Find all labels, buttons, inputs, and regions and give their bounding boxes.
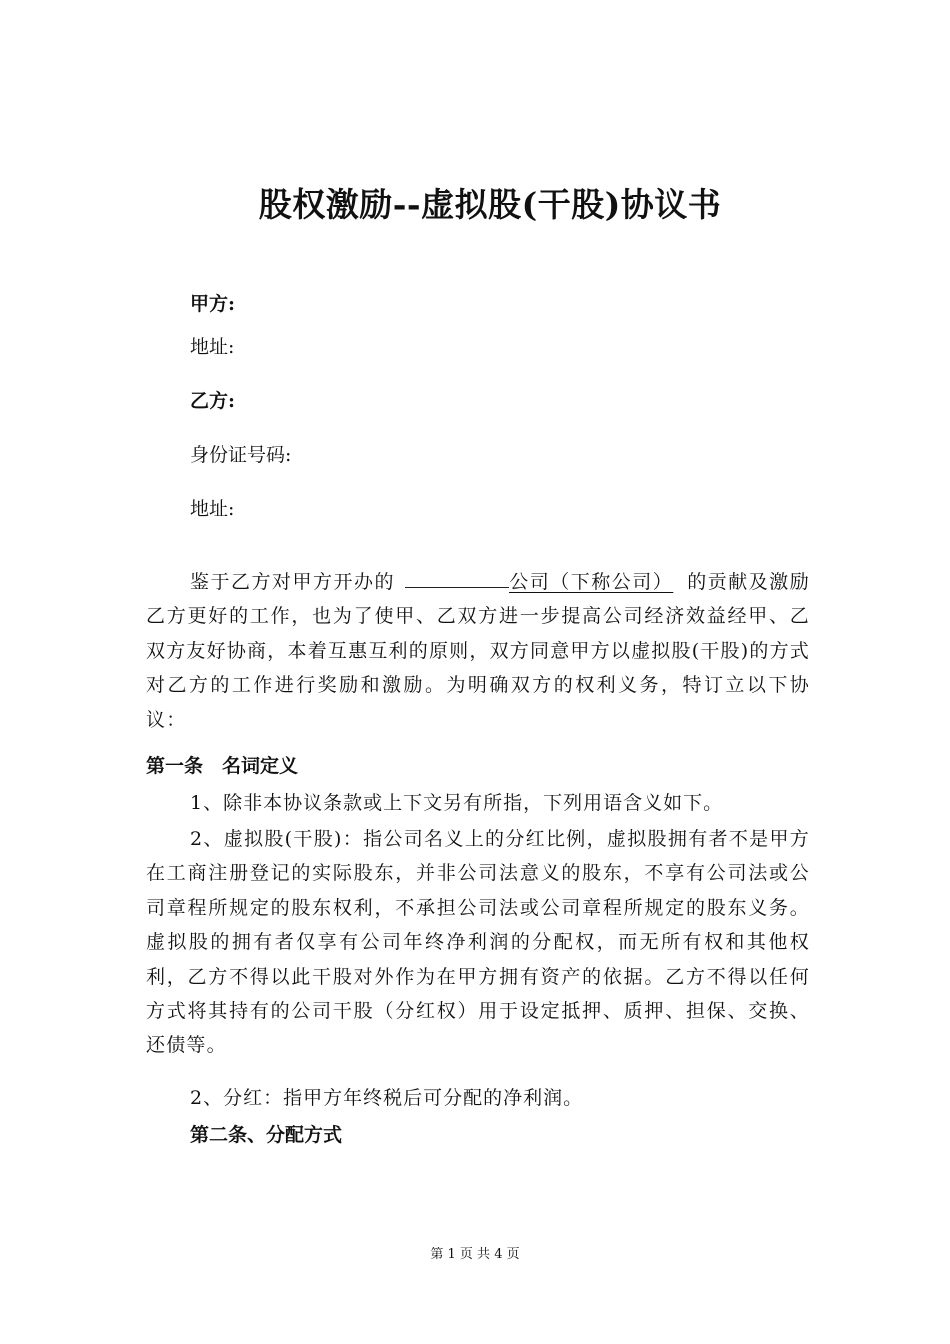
party-b-id-label: 身份证号码: [190,444,292,466]
document-title: 股权激励--虚拟股(干股)协议书 [258,185,722,224]
company-name-blank [405,567,509,588]
preamble-rest: 的贡献及激励乙方更好的工作，也为了使甲、乙双方进一步提高公司经济效益经甲、乙双方友好协商，本着互惠互利的原则，双方同意甲方以虚拟股(干股)的方式对乙方的工作进行奖励和激励。为明确双方的权利义务，特订立以下协议： [146,571,810,731]
party-b-label: 乙方: [190,390,236,412]
article-1-item-1: 1、除非本协议条款或上下文另有所指，下列用语含义如下。 [190,792,724,814]
party-a-address-label: 地址: [190,336,235,358]
company-placeholder: 公司（下称公司） [509,571,674,593]
party-a-label: 甲方: [190,293,236,315]
article-2-heading: 第二条、分配方式 [190,1124,343,1146]
party-b-address-label: 地址: [190,498,235,520]
page-footer: 第 1 页 共 4 页 [430,1247,520,1262]
preamble-lead: 鉴于乙方对甲方开办的 [190,571,395,593]
article-1-heading: 第一条 名词定义 [146,755,299,777]
article-1-item-3: 2、分红：指甲方年终税后可分配的净利润。 [190,1087,584,1109]
preamble-paragraph [146,565,810,737]
article-1-item-2: 2、虚拟股(干股)：指公司名义上的分红比例，虚拟股拥有者不是甲方在工商注册登记的实际股东，并非公司法意义的股东，不享有公司法或公司章程所规定的股东权利，不承担公司法或公司章程所规定的股东义务。虚拟股的拥有者仅享有公司年终净利润的分配权，而无所有权和其他权利，乙方不得以此干股对外作为在甲方拥有资产的依据。乙方不得以任何方式将其持有的公司干股（分红权）用于设定抵押、质押、担保、交换、还债等。 [146,828,810,1057]
